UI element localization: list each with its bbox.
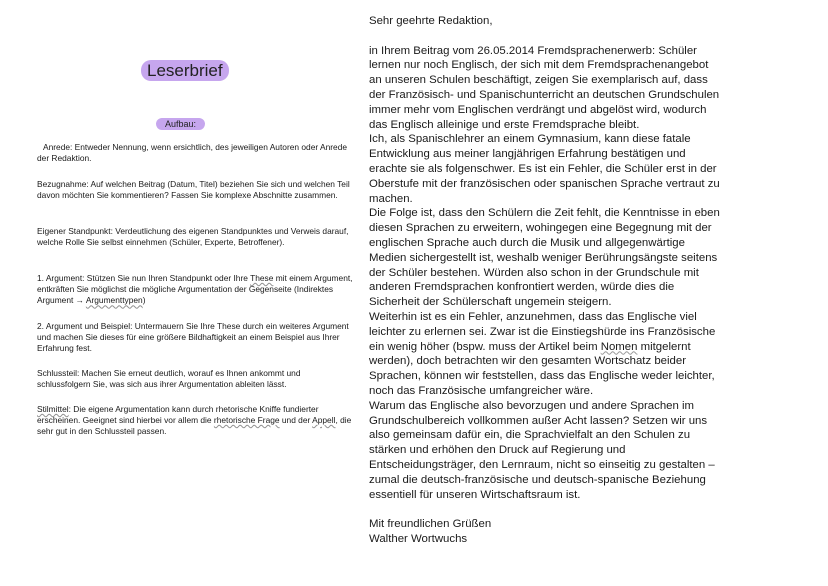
appell-link[interactable]: Appell [312, 415, 336, 426]
letter-body [369, 14, 721, 547]
guide-bezugnahme: Bezugnahme: Auf welchen Beitrag (Datum, Titel) beziehen Sie sich und welchen Teil davon möchten Sie kommentieren? Fassen Sie komplexe Abschnitte zusammen. [37, 179, 350, 201]
these-link[interactable]: These [250, 273, 274, 283]
stil-text-c: , die sehr gut in den Schlussteil passen. [37, 415, 352, 437]
nomen-link[interactable]: Nomen [600, 340, 638, 353]
letter-paragraph-3: Die Folge ist, dass den Schülern die Zeit fehlt, die Kenntnisse in eben diesen Sprachen zu erweitern, wohingegen eine Begegnung mit der englischen Sprache auch durch die Musik und allgegenwärtige Medien sichergestellt ist, weshalb weniger Berührungsängste seitens der Schüler bestehen. Würden also schon in der Grundschule mit anderen Fremdsprachen konfrontiert werden, würde dies die Sicherheit der Schülerschaft ungemein steigern. [369, 207, 720, 309]
guide-argument-2: 2. Argument und Beispiel: Untermauern Sie Ihre These durch ein weiteres Argument und machen Sie dieses für eine größere Bildhaftigkeit an einem Beispiel aus Ihrer Erfahrung fest. [37, 321, 349, 354]
letter-closing: Mit freundlichen Grüßen [369, 518, 492, 531]
p4-text-b: mitgelernt werden), doch betrachten wir den gesamten Wortschatz beider Sprachen, können wir feststellen, dass das Englische weder leichter, noch das Französische umfangreicher wäre. [369, 340, 715, 397]
spacer [369, 502, 721, 517]
argumenttypen-link[interactable]: Argumenttypen [85, 295, 143, 306]
letter-paragraph-4 [369, 310, 721, 399]
guide-standpunkt: Eigener Standpunkt: Verdeutlichung des eigenen Standpunktes und Verweis darauf, welche Rolle Sie selbst einnehmen (Schüler, Experte, Betroffener). [37, 226, 349, 248]
guide-anrede: Anrede: Entweder Nennung, wenn ersichtlich, des jeweiligen Autoren oder Anrede der Redaktion. [37, 142, 348, 164]
guide-schlussteil: Schlussteil: Machen Sie erneut deutlich, worauf es Ihnen ankommt und schlussfolgern Sie, was sich aus ihrer Argumentation ableiten lässt. [37, 368, 301, 390]
stilmittel-link[interactable]: Stilmittel [37, 404, 69, 414]
stil-text-a: : Die eigene Argumentation kann durch rhetorische Kniffe fundierter erscheinen. Geeignet sind hierbei vor allem die [37, 404, 319, 426]
rhetorische-frage-link[interactable]: rhetorische Frage [213, 415, 280, 426]
page-title: Leserbrief [141, 60, 229, 81]
arg1-text-c: ) [142, 295, 146, 306]
p4-text-a: Weiterhin ist es ein Fehler, anzunehmen, dass das Englische viel leichter zu erlernen sei. Zwar ist die Einstiegshürde ins Französische ein wenig höher (bspw. muss der Artikel beim [369, 310, 716, 353]
guide-stilmittel [37, 404, 355, 438]
letter-paragraph-5: Warum das Englische also bevorzugen und andere Sprachen im Grundschulbereich vollkommen außer Acht lassen? Setzen wir uns also gemeinsam dafür ein, die Sprachvielfalt an den Schulen zu stärken und erhöhen den Druck auf Regierung und Entscheidungsträger, den Lernraum, nicht so einseitig zu gestalten – zumal die deutsch-französische und deutsch-spanische Beziehung essentiell für unseren Wirtschaftsraum ist. [369, 399, 715, 501]
letter-signature: Walther Wortwuchs [369, 532, 468, 545]
arg1-text-b: mit einem Argument, entkräften Sie möglichst die mögliche Argumentation der Gegenseite (Indirektes Argument → [37, 273, 353, 306]
stil-text-b: und der [279, 415, 313, 426]
letter-greeting: Sehr geehrte Redaktion, [369, 15, 493, 27]
letter-paragraph-1: in Ihrem Beitrag vom 26.05.2014 Fremdsprachenerwerb: Schüler lernen nur noch Englisch, der sich mit dem Fremdsprachenangebot an unseren Schulen beschäftigt, zeigen Sie exemplarisch auf, dass der Französisch- und Spanischunterricht an deutschen Grundschulen immer mehr vom Englischen verdrängt und abgelöst wird, wodurch das Englisch alleinige und erste Fremdsprache bleibt. [369, 44, 720, 131]
letter-paragraph-2: Ich, als Spanischlehrer an einem Gymnasium, kann diese fatale Entwicklung aus meiner langjährigen Erfahrung bestätigen und erachte sie als folgenschwer. Es ist ein Fehler, die Schüler erst in der Oberstufe mit der französischen oder spanischen Sprache vertraut zu machen. [369, 133, 720, 205]
section-subtitle: Aufbau: [156, 118, 205, 130]
guide-argument-1 [37, 273, 355, 307]
arg1-text-a: 1. Argument: Stützen Sie nun Ihren Standpunkt oder Ihre [37, 273, 251, 283]
